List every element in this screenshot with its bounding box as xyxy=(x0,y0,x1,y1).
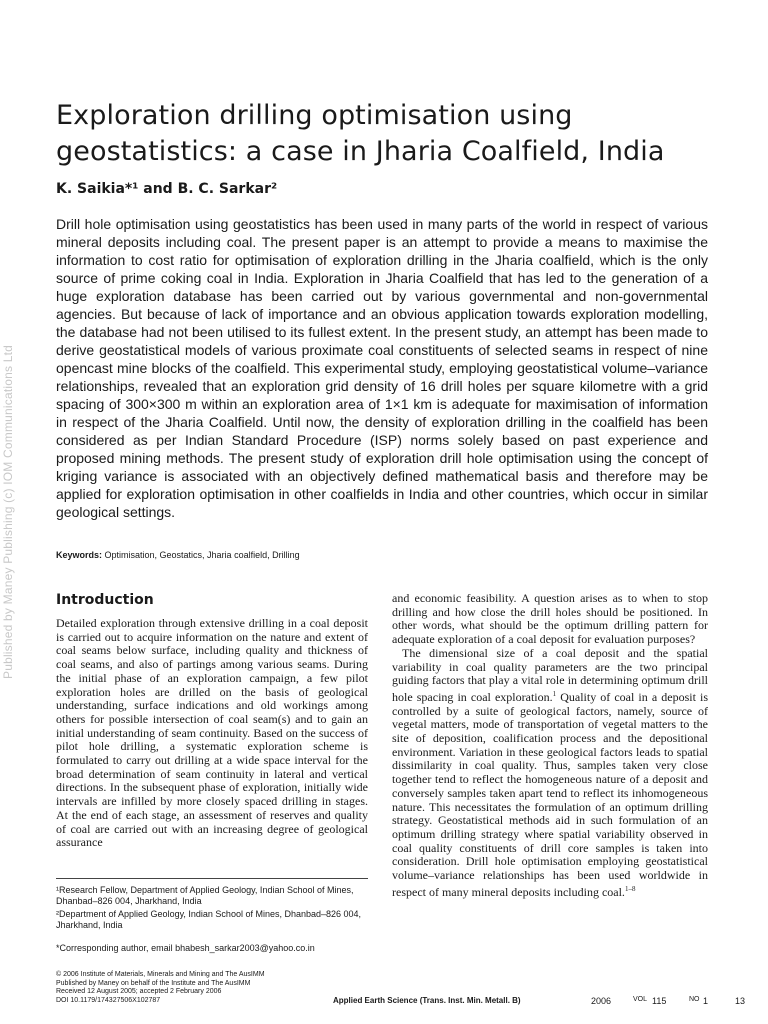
article-title: Exploration drilling optimisation using geostatistics: a case in Jharia Coalfield, India xyxy=(56,100,665,167)
keywords-label: Keywords: xyxy=(56,550,103,560)
authors: K. Saikia*¹ and B. C. Sarkar² xyxy=(56,181,278,197)
intro-paragraph-3 xyxy=(392,647,708,900)
para3-part-b: Quality of coal in a deposit is controlled by a suite of geological factors, namely, source of vegetal matters, mode of transportation of vegetal matters to the site of deposition, coalification process and the depositional environment. Variation in these geological factors leads to spatial dissimilarity in coal quality. Thus, samples taken very close together tend to reflect the homogeneous nature of a deposit and conversely samples taken apart tend to reflect its inhomogeneous nature. This necessitates the formulation of an optimum drilling strategy. Geostatistical methods aid in such formulation of an optimum drilling strategy where spatial variability observed in coal quality constituents of drill core samples is taken into consideration. Drill hole optimisation employing geostatistical volume–variance relationships has been used worldwide in respect of many mineral deposits including coal. xyxy=(392,689,708,899)
volume-label: VOL xyxy=(633,996,648,1003)
abstract xyxy=(56,215,708,521)
footnote-2: ²Department of Applied Geology, Indian School of Mines, Dhanbad–826 004, Jharkhand, India xyxy=(56,909,362,930)
journal-name: Applied Earth Science (Trans. Inst. Min. Metall. B) xyxy=(333,996,521,1005)
footnotes xyxy=(56,878,368,954)
copyright-block xyxy=(56,971,336,1005)
section-heading-introduction: Introduction xyxy=(56,592,154,608)
citation-1: 1 xyxy=(552,689,557,698)
footnote-1: ¹Research Fellow, Department of Applied Geology, Indian School of Mines, Dhanbad–826 004, Jharkhand, India xyxy=(56,885,354,906)
intro-paragraph-1: Detailed exploration through extensive drilling in a coal deposit is carried out to acquire information on the nature and extent of coal seams below surface, including quality and thickness of coal seams, and also of partings among various seams. During the initial phase of an exploration campaign, a few pilot exploration holes are drilled on the basis of geological understanding, surface indications and old workings among others for possible intersection of coal seam(s) and to gain an initial understanding of seam continuity. Based on the success of pilot hole drilling, a systematic exploration scheme is formulated to carry out drilling at a wide space interval for the broad determination of seam continuity in lateral and vertical directions. In the subsequent phase of exploration, initially wide intervals are infilled by more closely spaced drilling in stages. At the end of each stage, an assessment of reserves and quality of coal are carried out with an increasing degree of geological assurance xyxy=(56,616,368,850)
left-column xyxy=(56,592,368,850)
keywords xyxy=(56,550,300,560)
issue-number: 1 xyxy=(703,996,709,1006)
volume-number: 115 xyxy=(652,996,667,1006)
doi-line: DOI 10.1179/174327506X102787 xyxy=(56,996,161,1004)
publisher-line: Published by Maney on behalf of the Institute and The AusIMM xyxy=(56,979,251,987)
corresponding-author: *Corresponding author, email bhabesh_sarkar2003@yahoo.co.in xyxy=(56,943,315,953)
received-line: Received 12 August 2005; accepted 2 February 2006 xyxy=(56,988,222,995)
side-watermark xyxy=(0,0,20,1024)
intro-paragraph-2: and economic feasibility. A question arises as to when to stop drilling and how close the drill holes should be positioned. In other words, what should be the optimum drilling pattern for adequate exploration of a coal deposit for evaluation purposes? xyxy=(392,591,708,647)
publisher-watermark: Published by Maney Publishing (c) IOM Communications Ltd xyxy=(1,344,15,680)
right-column xyxy=(392,592,708,899)
para3-part-a: The dimensional size of a coal deposit and the spatial variability in coal quality parameters are the two principal guiding factors that play a vital role in determining optimum drill hole spacing in coal exploration. xyxy=(392,645,708,704)
copyright-line: © 2006 Institute of Materials, Minerals and Mining and The AusIMM xyxy=(56,971,265,978)
journal-year: 2006 xyxy=(591,996,612,1006)
abstract-text: Drill hole optimisation using geostatistics has been used in many parts of the world in respect of various mineral deposits including coal. The present paper is an attempt to provide a means to maximise the information to cost ratio for optimisation of exploration drilling in the Jharia coalfield, which is the only source of prime coking coal in India. Exploration in Jharia Coalfield that has led to the generation of a huge exploration database has been carried out by various governmental and non-governmental agencies. But because of lack of importance and an obvious application towards exploration modelling, the database had not been utilised to its fullest extent. In the present study, an attempt has been made to derive geostatistical models of various proximate coal constituents of selected seams in respect of nine opencast mine blocks of the coalfield. This experimental study, employing geostatistical volume–variance relationships, revealed that an exploration grid density of 16 drill holes per square kilometre with a grid spacing of 300×300 m within an exploration area of 1×1 km is adequate for maximisation of information in respect of the Jharia Coalfield. Until now, the density of exploration drilling in the coalfield has been considered as per Indian Standard Procedure (ISP) norms solely based on past experience and proposed mining methods. The present study of exploration drill hole optimisation using the concept of kriging variance is associated with an objectively defined mathematical basis and therefore may be applied for exploration optimisation in other coalfields in India and other countries, which occur in similar geological settings. xyxy=(56,216,708,520)
keywords-text: Optimisation, Geostatics, Jharia coalfield, Drilling xyxy=(102,550,300,560)
issue-label: NO xyxy=(689,996,700,1003)
citation-1-8: 1–8 xyxy=(624,884,636,893)
page-number: 13 xyxy=(735,996,746,1006)
